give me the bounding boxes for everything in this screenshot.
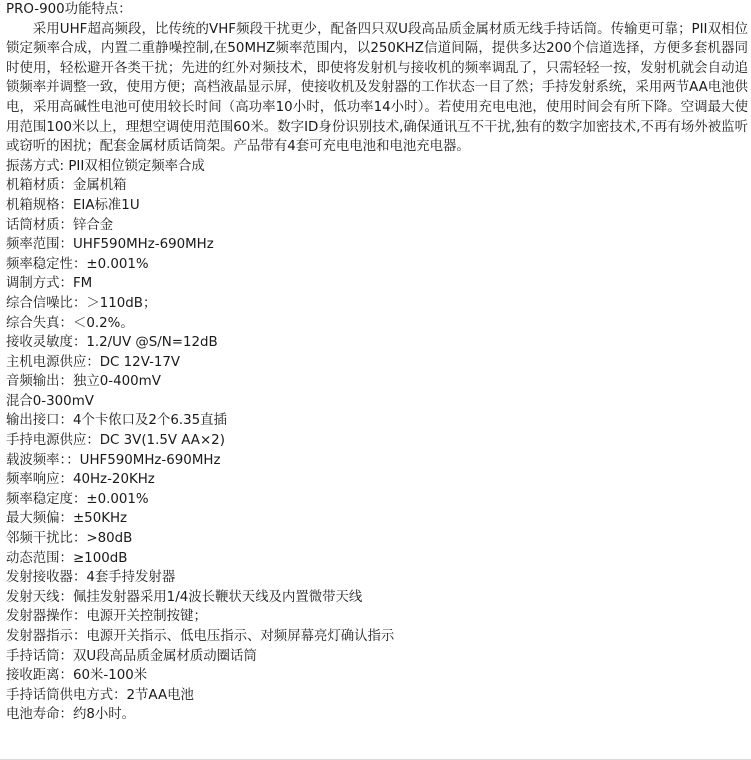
spec-item: 最大频偏：±50KHz: [6, 511, 128, 527]
spec-item: 发射天线：佩挂发射器采用1/4波长鞭状天线及内置微带天线: [6, 589, 363, 605]
spec-item: 接收距离：60米-100米: [6, 668, 148, 684]
spec-item: 手持话筒：双U段高品质金属材质动圈话筒: [6, 648, 257, 664]
spec-item: 话筒材质：锌合金: [6, 217, 114, 233]
spec-item: 发射器指示：电源开关指示、低电压指示、对频屏幕亮灯确认指示: [6, 629, 395, 644]
spec-item: 手持话筒供电方式：2节AA电池: [6, 687, 194, 703]
spec-item: 手持电源供应：DC 3V(1.5V AA×2): [6, 433, 225, 449]
spec-item: 发射器操作：电源开关控制按键；: [6, 609, 207, 625]
spec-item: 振荡方式: PII双相位锁定频率合成: [6, 158, 205, 174]
feature-intro-paragraph: 采用UHF超高频段，比传统的VHF频段干扰更少，配备四只双U段高品质金属材质无线手持话筒。传输更可靠；PII双相位锁定频率合成，内置二重静噪控制,在50MHZ频率范围内，以250KHZ信道间隔，提供多达200个信道选择，方便多套机器同时使用，轻松避开各类干扰；先进的红外对频技术，即使将发射机与接收机的频率调乱了，只需轻轻一按，发射机就会自动追锁频率并调整一致，使用方便；高档液晶显示屏，使接收机及发射器的工作状态一目了然；手持发射系统，采用两节AA电池供电，采用高碱性电池可使用较长时间（高功率10小时，低功率14小时）。若使用充电电池，使用时间会有所下降。空调最大使用范围100米以上，理想空调使用范围60米。数字ID身份识别技术,确保通讯互不干扰,独有的数字加密技术,不再有场外被监听或窃听的困扰；配套金属材质话筒架。产品带有4套可充电电池和电池充电器。: [6, 21, 748, 155]
spec-item: 输出接口：4个卡侬口及2个6.35直插: [6, 413, 227, 429]
spec-item: 发射接收器：4套手持发射器: [6, 570, 176, 586]
spec-item: 接收灵敏度：1.2/UV @S/N=12dB: [6, 335, 218, 351]
product-title: PRO-900功能特点：: [6, 2, 132, 17]
spec-item: 电池寿命：约8小时。: [6, 707, 136, 723]
spec-item: 邻频干扰比：>80dB: [6, 531, 133, 547]
product-description: [6, 0, 748, 725]
spec-item: 频率范围：UHF590MHz-690MHz: [6, 237, 214, 253]
spec-item: 频率稳定度：±0.001%: [6, 491, 149, 507]
spec-item: 混合0-300mV: [6, 393, 94, 409]
spec-item: 综合信噪比：＞110dB；: [6, 295, 157, 311]
spec-item: 频率稳定性：±0.001%: [6, 256, 149, 272]
spec-item: 载波频率：：UHF590MHz-690MHz: [6, 452, 221, 468]
spec-item: 频率响应：40Hz-20KHz: [6, 472, 155, 488]
spec-item: 动态范围：≥100dB: [6, 550, 128, 566]
spec-list: [6, 157, 748, 725]
spec-item: 综合失真：＜0.2%。: [6, 315, 134, 331]
spec-item: 调制方式：FM: [6, 276, 93, 292]
spec-item: 机箱规格：EIA标准1U: [6, 197, 140, 213]
spec-item: 主机电源供应：DC 12V-17V: [6, 354, 181, 370]
spec-item: 音频输出：独立0-400mV: [6, 374, 161, 390]
spec-item: 机箱材质：金属机箱: [6, 178, 127, 194]
